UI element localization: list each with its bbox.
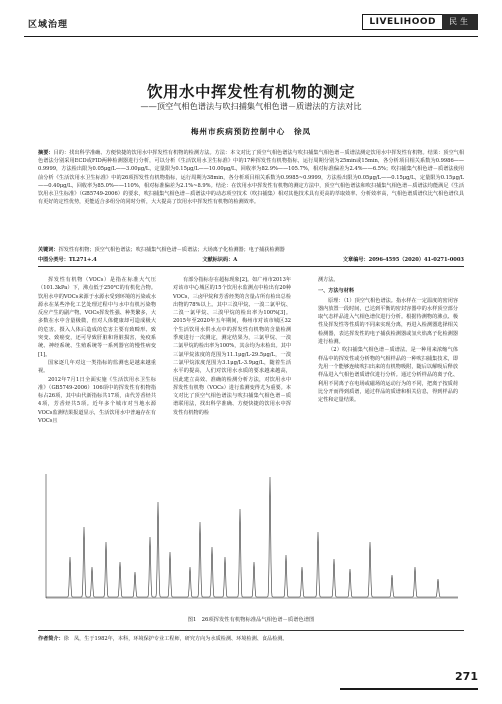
document-code: 文献标识码：A <box>202 257 238 263</box>
keywords-text: 挥发性有机物；顶空气相色谱法；吹扫捕集气相色谱－质谱法；大场离子化检测器；电子捕获检测器 <box>58 247 285 253</box>
abstract <box>38 149 464 206</box>
author-bio-text: 徐 凤，生于1982年，本科，环境保护专业工程师，研究方向为水质检测、环境检测、食品检测。 <box>63 636 288 642</box>
page-number: 271 <box>455 670 478 683</box>
body-column-1 <box>38 276 156 425</box>
chromatogram-figure <box>40 470 462 606</box>
column-name: 民生 <box>442 14 478 30</box>
body-column-2 <box>173 276 291 417</box>
keywords-label: 关键词： <box>38 247 59 253</box>
figure-caption: 图1 26项挥发性有机物标准品气相色谱－质谱色谱图 <box>187 617 315 623</box>
paragraph: 原理：（1）顶空气相色谱法。指水样在一定温度的密闭容器内放置一段时间，已达到平衡的密封容器中的水样顶空部分取气态样品进入气相色谱仪进行分析。根据待测物的沸点、极性及挥发性等性质的不同来实现分离，再进入检测器选择相关检测器，表达挥发性的电子捕获检测器或氢火焰离子化检测器进行检测。 <box>318 297 458 346</box>
paragraph: 测方法。 <box>318 277 339 283</box>
footer-rule <box>38 630 464 631</box>
divider <box>38 266 464 267</box>
page-bar <box>340 688 478 690</box>
article-authors: 梅州市疾病预防控制中心 徐凤 <box>190 127 312 136</box>
article-title: 饮用水中挥发性有机物的测定 <box>146 83 355 101</box>
article-number: 文章编号：2096-4595（2020）41-0271-0003 <box>342 257 464 263</box>
paragraph: 有部分指标存在超标现象[2]。如广州市2013年对该市中心城区的15个饮用水监测点中检出有20种VOCs，三卤甲烷和芳香烃类的含量占所有检出总检出物的78%以上。其中三溴甲烷、一溴二氯甲烷、二溴一氯甲烷、三溴甲烷的检出率为100%[3]。2015年至2020年五年期间，梅州市对该市城区32个生活饮用水供水点中的挥发性有机物的含量检测季度进行一次测定，测定结果为，三氯甲烷、一溴二氯甲烷的检出率为100%，其余均为未检出。其中三氯甲烷浓度的范围为11.1μg/L-29.5μg/L，一溴二氯甲烷浓度范围为3.1μg/L-3.9μg/L，随着生活水平的提高，人们对饮用水水质的要求越来越高，因此建立高效、准确的检测分析方法，对饮用水中挥发性有机物（VOCs）进行监测变得尤为重要。本文对比了顶空气相色谱法与吹扫捕集气相色谱－质谱联用法，找出科学准确、方便快捷的饮用水中挥发性有机物的检 <box>173 277 291 416</box>
chromatogram-trace <box>46 477 458 597</box>
keywords <box>38 246 464 254</box>
section-name: 区域治理 <box>28 20 69 30</box>
paragraph: 2012年7月1日全面实施《生活饮用水卫生标准》（GB5749-2006）106项中的挥发性有机物指标占26项，其中由代新指标共17项，由代芳香烃共4项，芳香烃共5项。近年多个城市对当地水源VOCs监测结果报道显示，生活饮用水中普遍存在有VOCs且 <box>38 376 156 425</box>
article-subtitle: ——顶空气相色谱法与吹扫捕集气相色谱－质谱法的方法对比 <box>140 101 362 111</box>
clc-number: 中图分类号：TL271+.4 <box>38 257 97 263</box>
running-header <box>24 14 478 34</box>
classification-row <box>38 256 464 263</box>
paragraph: 挥发性有机物（VOCs）是指在标准大气压（101.3kPa）下，沸点低于250℃的有机化合物。饮用水中的VOCs来源于水源水受到环境的污染或水源水在某些净化工艺处理过程中与水中有机污染物反应产生的副产物。VOCs挥发性强、种类繁多，大多数在水中含量极微，但对人体健康却可造成极大的危害。摄入人体后造成的危害主要有致畸形、致突变、致癌变，还可导致肝脏和肾脏损害，免疫系统、神经系统、生殖系统等一系列器官的慢性病变[1]。 <box>38 277 156 358</box>
paragraph: （2）吹扫捕集气相色谱－质谱法。是一种用来浓缩气体样品中的挥发性或分析物的气相样品的一种吹扫捕集技术，即先用一个能够连续吹扫出来的有机物吸附，随后以解吸后释放样品进入气相色谱质谱仪进行分析。通过分析样品的离子化、利用不同离子在电场或磁场的运动行为的不同，把离子按质荷比分开而得到质谱，通过样品的质谱和相关信息，得到样品的定性和定量结果。 <box>318 347 458 404</box>
paragraph: 国家逐几年对这一类指标的监测也是越来越重视。 <box>38 359 156 375</box>
author-bio <box>38 635 464 642</box>
abstract-text: 目的：找出科学准确、方便快捷的饮用水中挥发性有机物的检测方法。方法：本文对比了顶空气相色谱法与吹扫捕集气相色谱－质谱法测定饮用水中挥发性有机物。结果：顶空气相色谱法分别采用ECD或FID两种检测器进行分析，可以分析《生活饮用水卫生标准》中的17种挥发性有机物指标，运行周期分别为25min或15min，各分析项目相关系数为0.9986——0.9999，方法检出限为0.05μg/L——3.00μg/L，定量限为0.15μg/L——10.00μg/L，回收率为82.9%——105.7%，相对标准偏差为2.4%——6.5%；吹扫捕集气相色谱－质谱法使用前分析《生活饮用水卫生标准》中的26项挥发性有机物指标，运行周期为38min，各分析项目相关系数为0.9985~0.9999，方法检出限为0.05μg/L——0.15μg/L，定量限为0.15μg/L——0.40μg/L，回收率为85.0%——110%，相对标准偏差为2.1%~8.9%。结论：在饮用水中挥发性有机物的测定方法中，顶空气相色谱法和吹扫捕集气相色谱－质谱法均能满足《生活饮用水卫生标准》（GB5749-2006）的要求，吹扫捕集气相色谱－质谱法中的动态项空技术（吹扫捕集）相对其他技术具有更高的萃取效率、分析效率高，气相色谱质谱仪比气相色谱仪具有更好的定性优势，更能适合多组分的同时分析，大大提高了饮用水中挥发性有机物的检测效率。 <box>38 150 465 206</box>
journal-name: LIVELIHOOD <box>362 14 442 30</box>
journal-brand <box>362 14 478 30</box>
header-rule <box>24 36 478 37</box>
author-bio-label: 作者简介： <box>38 636 64 642</box>
section-heading: 一、方法与材料 <box>318 288 354 295</box>
body-column-3 <box>318 276 458 404</box>
abstract-label: 摘要： <box>38 150 54 156</box>
